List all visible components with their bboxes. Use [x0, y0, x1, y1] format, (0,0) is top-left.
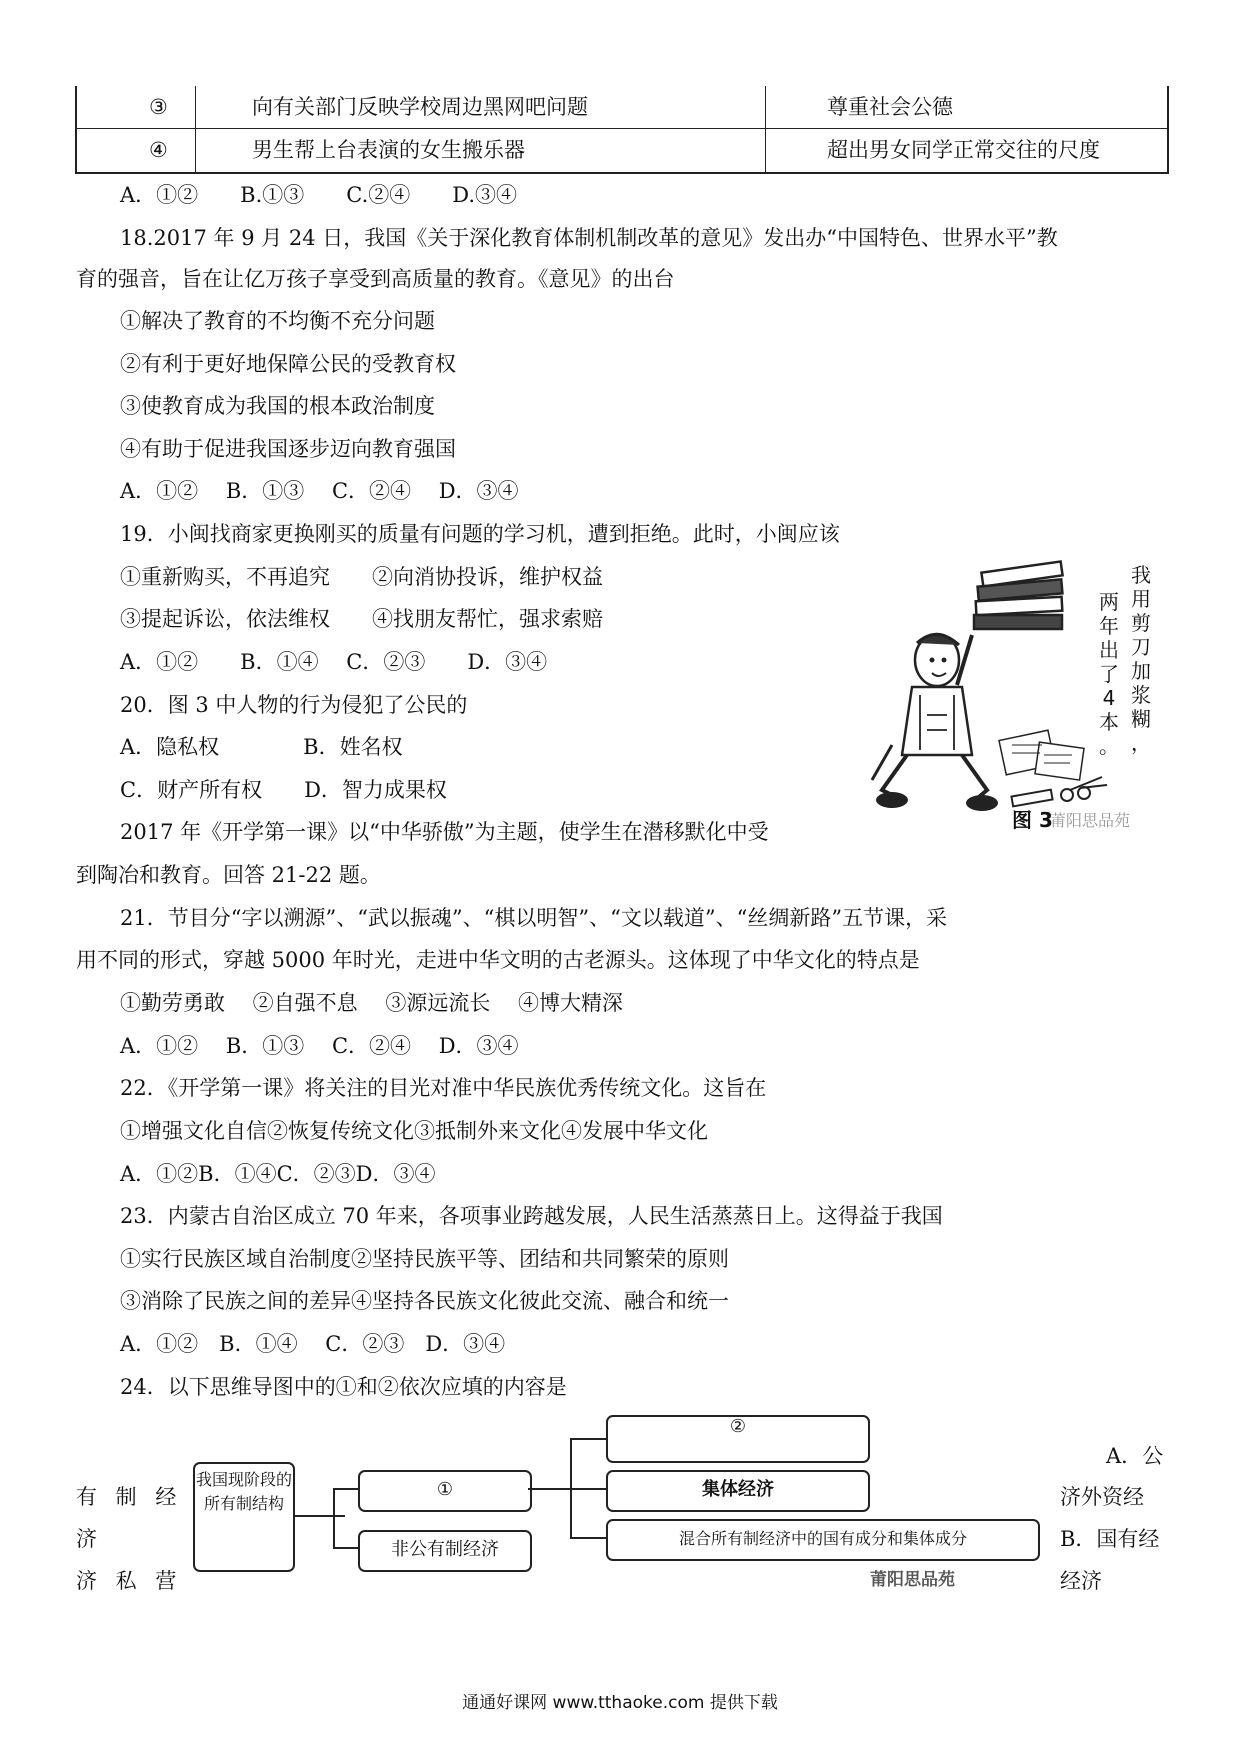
mindmap-connector [295, 1515, 345, 1517]
mindmap-sub-mixed: 混合所有制经济中的国有成分和集体成分 [606, 1519, 1040, 1561]
q18-item: ②有利于更好地保障公民的受教育权 [120, 352, 456, 376]
q18-options: A．①② B．①③ C．②④ D．③④ [120, 479, 519, 503]
q20-stem: 20．图 3 中人物的行为侵犯了公民的 [120, 693, 468, 717]
q24-right-fragment: 经济 [1060, 1569, 1102, 1593]
mindmap-sub-collective: 集体经济 [606, 1470, 870, 1512]
mindmap-root: 我国现阶段的所有制结构 [193, 1462, 295, 1572]
q18-item: ④有助于促进我国逐步迈向教育强国 [120, 437, 456, 461]
mindmap-connector [570, 1488, 606, 1490]
q23-items-line2: ③消除了民族之间的差异④坚持各民族文化彼此交流、融合和统一 [120, 1289, 729, 1313]
table-row [77, 86, 1167, 129]
mindmap-connector [570, 1537, 606, 1539]
q21-stem-line2: 用不同的形式，穿越 5000 年时光，走进中华文明的古老源头。这体现了中华文化的特点是 [76, 948, 920, 972]
q23-stem: 23．内蒙古自治区成立 70 年来，各项事业跨越发展，人民生活蒸蒸日上。这得益于我国 [120, 1204, 943, 1228]
q24-left-fragment: 济 [76, 1527, 103, 1551]
mindmap-connector [528, 1488, 570, 1490]
q18-item: ③使教育成为我国的根本政治制度 [120, 394, 435, 418]
q20-options-line2: C．财产所有权 D．智力成果权 [120, 778, 447, 802]
q24-right-fragment: 济外资经 [1060, 1485, 1144, 1509]
watermark: 莆阳思品苑 [1050, 811, 1131, 830]
q21-stem-line1: 21．节目分“字以溯源”、“武以振魂”、“棋以明智”、“文以载道”、“丝绸新路”五节课，采 [120, 906, 948, 930]
q19-items-line1: ①重新购买，不再追究 ②向消协投诉，维护权益 [120, 565, 603, 589]
row-behavior: 男生帮上台表演的女生搬乐器 [252, 138, 525, 162]
mindmap-branch-non-public: 非公有制经济 [358, 1530, 532, 1572]
q24-left-fragment: 济 私 营 [76, 1569, 183, 1593]
q20-options-line1: A．隐私权 B．姓名权 [120, 735, 403, 759]
q21-options: A．①② B．①③ C．②④ D．③④ [120, 1034, 519, 1058]
table-row [77, 129, 1167, 171]
mindmap-connector [333, 1488, 358, 1490]
q24-left-fragment: 有 制 经 [76, 1485, 183, 1509]
q18-stem-line1: 18.2017 年 9 月 24 日，我国《关于深化教育体制机制改革的意见》发出办“中国特色、世界水平”教 [120, 226, 1058, 250]
intro-line1: 2017 年《开学第一课》以“中华骄傲”为主题，使学生在潜移默化中受 [120, 820, 769, 844]
row-evaluation: 超出男女同学正常交往的尺度 [827, 138, 1100, 162]
row-evaluation: 尊重社会公德 [827, 95, 953, 119]
row-number: ③ [149, 95, 168, 119]
q19-stem: 19．小闽找商家更换刚买的质量有问题的学习机，遭到拒绝。此时，小闽应该 [120, 522, 840, 546]
mindmap-connector [570, 1438, 606, 1440]
q23-items-line1: ①实行民族区域自治制度②坚持民族平等、团结和共同繁荣的原则 [120, 1247, 729, 1271]
speech-column: 我 用 剪 刀 加 浆 糊 ， [1131, 563, 1151, 755]
q24-stem: 24．以下思维导图中的①和②依次应填的内容是 [120, 1375, 567, 1399]
q24-right-fragment: A．公 [1106, 1444, 1164, 1468]
mindmap-connector [333, 1488, 335, 1548]
intro-line2: 到陶冶和教育。回答 21-22 题。 [76, 863, 381, 887]
q23-options: A．①② B．①④ C．②③ D．③④ [120, 1332, 506, 1356]
page-footer: 通通好课网 www.tthaoke.com 提供下载 [462, 1693, 778, 1713]
speech-column: 两 年 出 了 4 本 。 [1099, 590, 1119, 758]
q17-options: A．①② B.①③ C.②④ D.③④ [120, 183, 518, 207]
q24-right-fragment: B．国有经 [1060, 1527, 1160, 1551]
mindmap-branch-blank-1: ① [358, 1470, 532, 1512]
q18-stem-line2: 育的强音，旨在让亿万孩子享受到高质量的教育。《意见》的出台 [76, 267, 675, 291]
mindmap-connector [333, 1547, 358, 1549]
q22-stem: 22．《开学第一课》将关注的目光对准中华民族优秀传统文化。这旨在 [120, 1076, 767, 1100]
figure-3-caption: 图 3 [1012, 808, 1053, 832]
q19-items-line2: ③提起诉讼，依法维权 ④找朋友帮忙，强求索赔 [120, 607, 603, 631]
q22-items: ①增强文化自信②恢复传统文化③抵制外来文化④发展中华文化 [120, 1119, 708, 1143]
mindmap-sub-blank-2: ② [606, 1415, 870, 1463]
row-number: ④ [149, 138, 168, 162]
q22-options: A．①②B．①④C．②③D．③④ [120, 1162, 436, 1186]
q18-item: ①解决了教育的不均衡不充分问题 [120, 309, 435, 333]
watermark: 莆阳思品苑 [870, 1570, 955, 1590]
continuation-table [75, 86, 1169, 174]
q21-items: ①勤劳勇敢 ②自强不息 ③源远流长 ④博大精深 [120, 991, 624, 1015]
q19-options: A．①② B．①④ C．②③ D．③④ [120, 650, 548, 674]
row-behavior: 向有关部门反映学校周边黑网吧问题 [252, 95, 588, 119]
